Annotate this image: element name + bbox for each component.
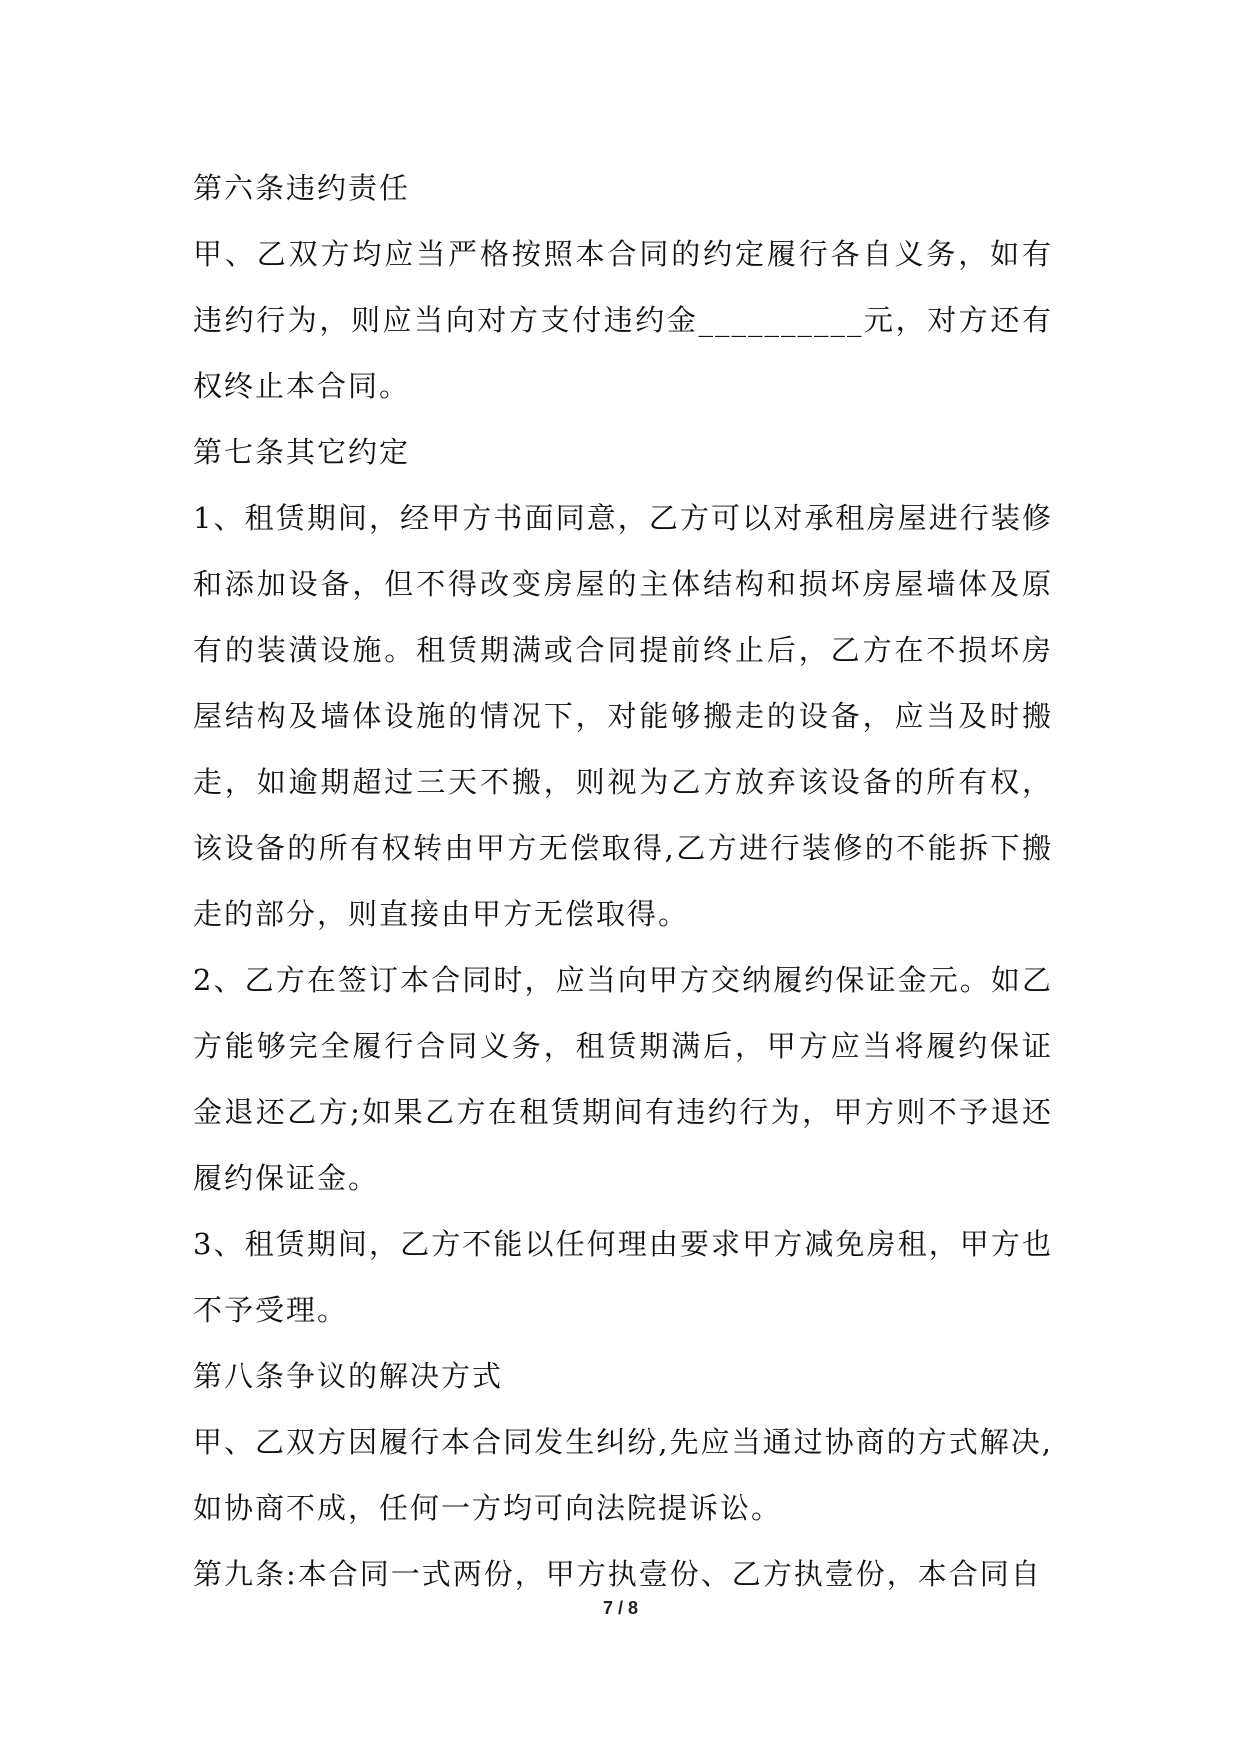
paragraph-dispute-resolution: 甲、乙双方因履行本合同发生纠纷,先应当通过协商的方式解决,如协商不成，任何一方均可向法院提诉讼。 — [193, 1425, 1053, 1525]
document-body — [193, 155, 1053, 1607]
section-heading-article-7: 第七条其它约定 — [193, 435, 411, 469]
paragraph-clause-2: 2、乙方在签订本合同时，应当向甲方交纳履约保证金元。如乙方能够完全履行合同义务，租赁期满后，甲方应当将履约保证金退还乙方;如果乙方在租赁期间有违约行为，甲方则不予退还履约保证金。 — [193, 963, 1053, 1195]
paragraph-clause-3: 3、租赁期间，乙方不能以任何理由要求甲方减免房租，甲方也不予受理。 — [193, 1227, 1053, 1327]
paragraph-breach-liability: 甲、乙双方均应当严格按照本合同的约定履行各自义务，如有违约行为，则应当向对方支付违约金__________元，对方还有权终止本合同。 — [193, 237, 1053, 403]
section-heading-article-6: 第六条违约责任 — [193, 171, 411, 205]
paragraph-article-9: 第九条:本合同一式两份，甲方执壹份、乙方执壹份，本合同自 — [193, 1557, 1042, 1591]
paragraph-clause-1: 1、租赁期间，经甲方书面同意，乙方可以对承租房屋进行装修和添加设备，但不得改变房屋的主体结构和损坏房屋墙体及原有的装潢设施。租赁期满或合同提前终止后，乙方在不损坏房屋结构及墙体设施的情况下，对能够搬走的设备，应当及时搬走，如逾期超过三天不搬，则视为乙方放弃该设备的所有权，该设备的所有权转由甲方无偿取得,乙方进行装修的不能拆下搬走的部分，则直接由甲方无偿取得。 — [193, 501, 1053, 931]
page-number: 7 / 8 — [602, 1598, 639, 1618]
section-heading-article-8: 第八条争议的解决方式 — [193, 1359, 504, 1393]
